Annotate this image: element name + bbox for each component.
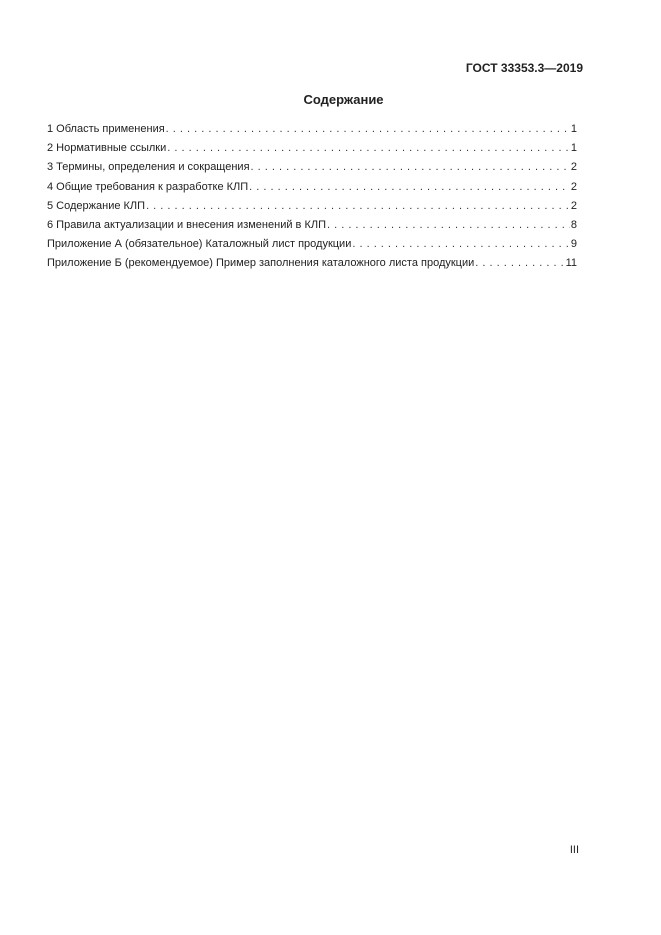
toc-entry-label: Приложение Б (рекомендуемое) Пример заполнения каталожного листа продукции	[47, 257, 475, 270]
toc-entry-label: 4 Общие требования к разработке КЛП	[47, 180, 249, 193]
toc-entry-page: 1	[570, 123, 577, 135]
toc-entry-appendix-b[interactable]	[47, 257, 577, 276]
toc-entry-5[interactable]	[47, 200, 577, 219]
toc-entry-page: 2	[570, 161, 577, 174]
toc-entry-2[interactable]	[47, 142, 577, 161]
toc-entry-appendix-a[interactable]	[47, 238, 577, 257]
toc-entry-1[interactable]	[47, 123, 577, 142]
toc-entry-label: 3 Термины, определения и сокращения	[47, 161, 250, 174]
toc-entry-page: 11	[565, 257, 577, 270]
toc-leader-dots	[251, 161, 570, 173]
toc-leader-dots	[249, 181, 570, 193]
toc-entry-6[interactable]	[47, 219, 577, 238]
toc-entry-label: 6 Правила актуализации и внесения изменений в КЛП	[47, 218, 326, 231]
toc-entry-page: 9	[570, 238, 577, 251]
toc-entry-page: 2	[570, 199, 577, 212]
toc-entry-label: 1 Область применения	[47, 123, 165, 135]
toc-leader-dots	[327, 219, 570, 231]
table-of-contents	[47, 123, 577, 277]
toc-entry-label: 5 Содержание КЛП	[47, 199, 146, 212]
toc-entry-label: Приложение А (обязательное) Каталожный лист продукции	[47, 238, 352, 251]
toc-entry-label: 2 Нормативные ссылки	[47, 142, 167, 155]
toc-entry-3[interactable]	[47, 161, 577, 180]
toc-leader-dots	[475, 257, 564, 269]
toc-leader-dots	[146, 200, 570, 212]
page-number: III	[569, 844, 579, 856]
toc-title: Содержание	[303, 92, 384, 107]
toc-entry-page: 1	[570, 142, 577, 155]
toc-entry-page: 2	[570, 180, 577, 193]
standard-code-header: ГОСТ 33353.3—2019	[465, 61, 583, 75]
toc-leader-dots	[352, 238, 570, 250]
toc-entry-4[interactable]	[47, 181, 577, 200]
toc-leader-dots	[167, 142, 570, 154]
toc-leader-dots	[166, 123, 570, 135]
toc-entry-page: 8	[570, 218, 577, 231]
